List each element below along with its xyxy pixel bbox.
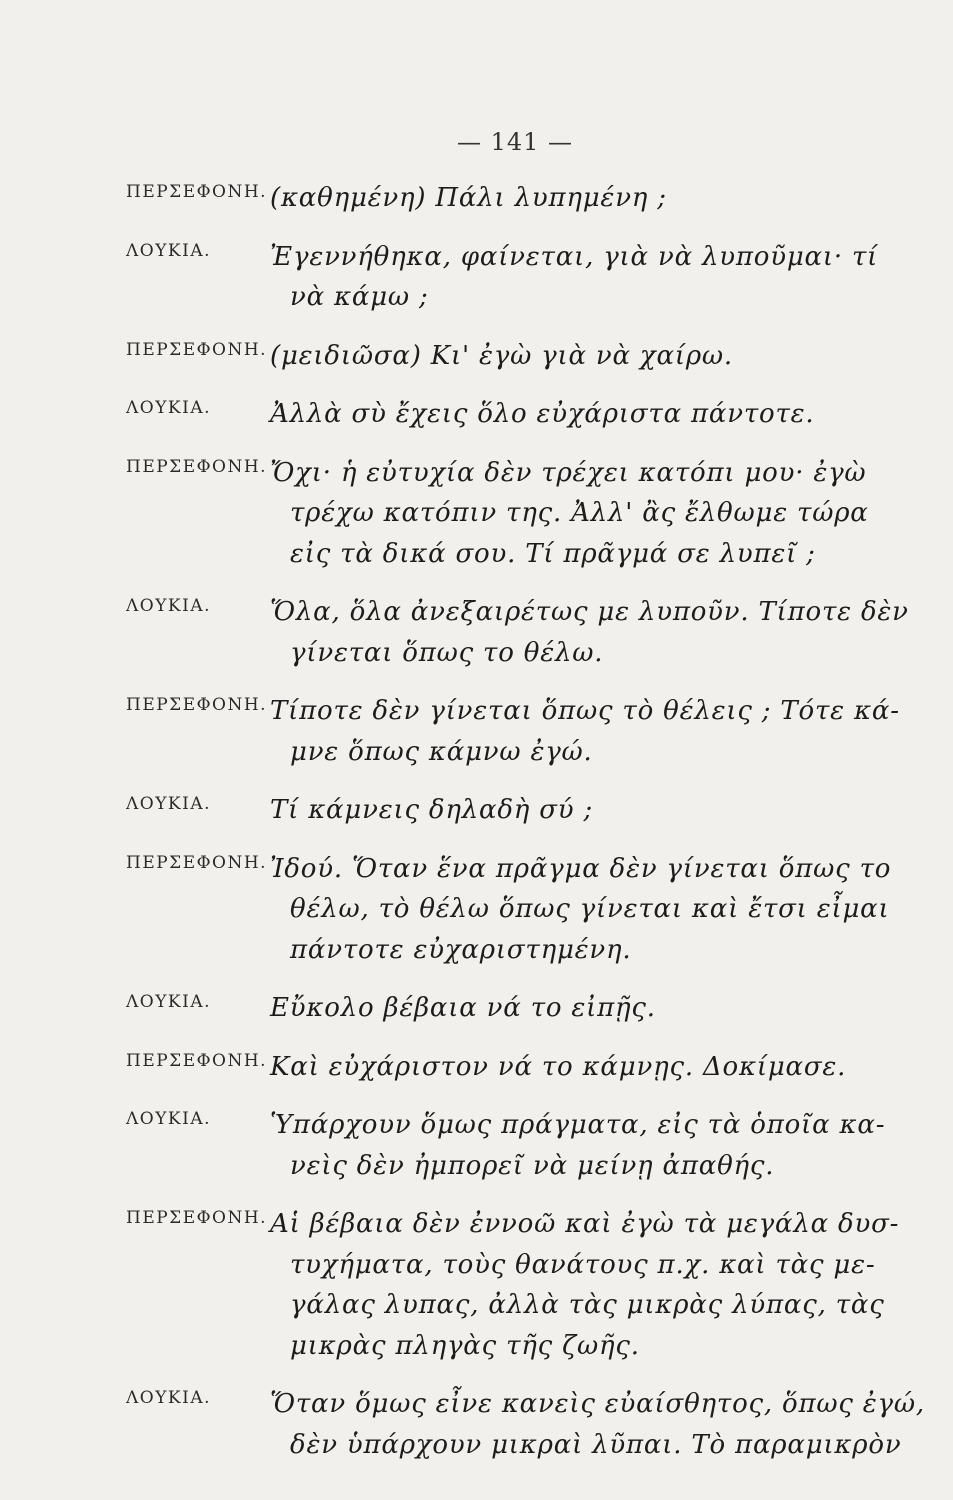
speech-block <box>0 1047 953 1088</box>
speech-line: νεὶς δὲν ἠμπορεῖ νὰ μείνῃ ἀπαθής. <box>290 1150 775 1181</box>
speech-line: Εὔκολο βέβαια νά το εἰπῇς. <box>270 993 656 1023</box>
speech-line: μικρὰς πληγὰς τῆς ζωῆς. <box>290 1330 640 1361</box>
speech-line: Καὶ εὐχάριστον νά το κάμνῃς. Δοκίμασε. <box>270 1051 847 1082</box>
speech-line: (καθημένη) Πάλι λυπημένη ; <box>270 183 667 213</box>
speech-line: Ὄχι· ἡ εὐτυχία δὲν τρέχει κατόπι μου· ἐγὼ <box>270 457 867 488</box>
speech-line: Ἀλλὰ σὺ ἔχεις ὅλο εὐχάριστα πάντοτε. <box>270 399 815 429</box>
speech-block <box>0 336 953 377</box>
speaker-name: ΛΟΥΚΙΑ. <box>126 1388 212 1408</box>
speaker-name: ΠΕΡΣΕΦΟΝΗ. <box>126 852 268 873</box>
speech-line: Τίποτε δὲν γίνεται ὅπως τὸ θέλεις ; Τότε κά- <box>270 696 900 726</box>
speech-block <box>0 453 953 575</box>
speech-line: πάντοτε εὐχαριστημένη. <box>290 934 632 965</box>
speech-block <box>0 790 953 831</box>
dialogue-text <box>0 178 953 1483</box>
speech-block <box>0 178 953 219</box>
speaker-name: ΠΕΡΣΕΦΟΝΗ. <box>126 182 268 202</box>
speech-line: Ἐγεννήθηκα, φαίνεται, γιὰ νὰ λυποῦμαι· τί <box>270 241 879 272</box>
speech-block <box>0 237 953 318</box>
speech-block <box>0 394 953 435</box>
speech-block <box>0 988 953 1029</box>
speaker-name: ΛΟΥΚΙΑ. <box>126 992 212 1012</box>
speech-line: γίνεται ὅπως το θέλω. <box>290 637 604 668</box>
speech-line: μνε ὅπως κάμνω ἐγώ. <box>290 736 593 767</box>
speech-block <box>0 691 953 772</box>
speech-line: Ὅταν ὅμως εἶνε κανεὶς εὐαίσθητος, ὅπως ἐγώ, <box>270 1389 925 1419</box>
speaker-name: ΛΟΥΚΙΑ. <box>126 1109 212 1129</box>
speech-line: (μειδιῶσα) Κι' ἐγὼ γιὰ νὰ χαίρω. <box>270 340 733 371</box>
speaker-name: ΛΟΥΚΙΑ. <box>126 240 212 261</box>
speech-block <box>0 1105 953 1186</box>
speech-line: Τί κάμνεις δηλαδὴ σύ ; <box>270 795 594 825</box>
speech-line: τυχήματα, τοὺς θανάτους π.χ. καὶ τὰς με- <box>290 1249 876 1280</box>
speech-line: Ὑπάρχουν ὅμως πράγματα, εἰς τὰ ὁποῖα κα- <box>270 1110 886 1140</box>
speaker-name: ΠΕΡΣΕΦΟΝΗ. <box>126 1050 268 1071</box>
speech-line: Ὅλα, ὅλα ἀνεξαιρέτως με λυποῦν. Τίποτε δὲν <box>270 597 909 627</box>
speech-line: δὲν ὑπάρχουν μικραὶ λῦπαι. Τὸ παραμικρὸν <box>290 1429 902 1460</box>
speaker-name: ΠΕΡΣΕΦΟΝΗ. <box>126 695 268 715</box>
speech-line: νὰ κάμω ; <box>290 282 429 312</box>
speaker-name: ΛΟΥΚΙΑ. <box>126 398 212 418</box>
speech-block <box>0 592 953 673</box>
speaker-name: ΠΕΡΣΕΦΟΝΗ. <box>126 339 268 360</box>
speech-block <box>0 849 953 971</box>
speech-line: θέλω, τὸ θέλω ὅπως γίνεται καὶ ἔτσι εἶμαι <box>290 894 890 924</box>
speech-line: γάλας λυπας, ἀλλὰ τὰς μικρὰς λύπας, τὰς <box>290 1290 885 1320</box>
speech-line: εἰς τὰ δικά σου. Τί πρᾶγμά σε λυπεῖ ; <box>290 538 816 569</box>
speech-line: Ἰδού. Ὅταν ἕνα πρᾶγμα δὲν γίνεται ὅπως το <box>270 853 892 884</box>
page-number: — 141 — <box>456 128 574 156</box>
speech-block <box>0 1384 953 1465</box>
speech-block <box>0 1204 953 1366</box>
speaker-name: ΛΟΥΚΙΑ. <box>126 794 212 814</box>
speech-line: τρέχω κατόπιν της. Ἀλλ' ἂς ἔλθωμε τώρα <box>290 498 869 528</box>
speaker-name: ΛΟΥΚΙΑ. <box>126 596 212 616</box>
speech-line: Αἱ βέβαια δὲν ἐννοῶ καὶ ἐγὼ τὰ μεγάλα δυσ- <box>270 1209 900 1239</box>
speaker-name: ΠΕΡΣΕΦΟΝΗ. <box>126 1208 268 1228</box>
speaker-name: ΠΕΡΣΕΦΟΝΗ. <box>126 456 268 477</box>
